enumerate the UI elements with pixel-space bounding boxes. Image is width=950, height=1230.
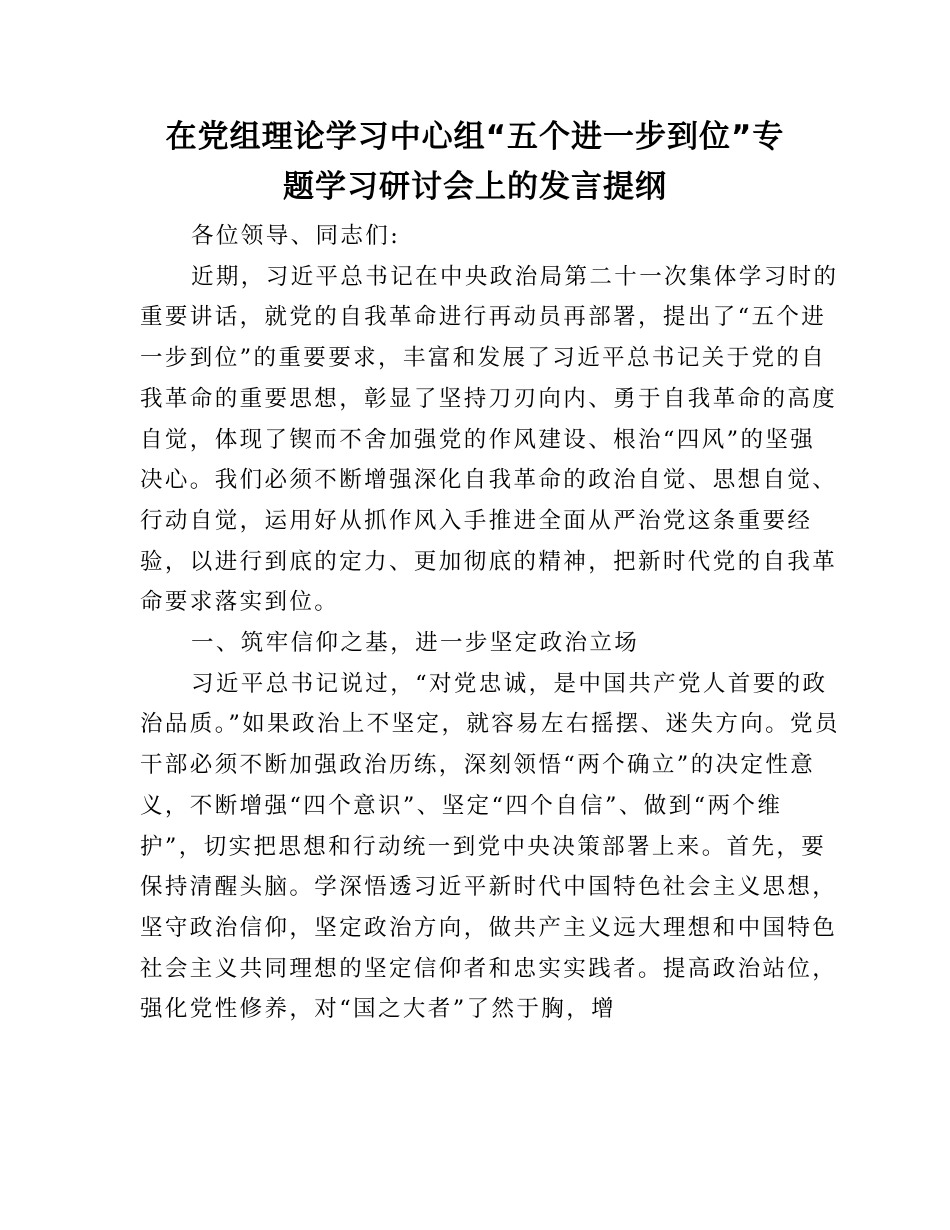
salutation: 各位领导、同志们: <box>191 223 401 249</box>
section-heading-1: 一、筑牢信仰之基，进一步坚定政治立场 <box>191 630 640 657</box>
paragraph-intro: 近期，习近平总书记在中央政治局第二十一次集体学习时的重要讲话，就党的自我革命进行再动员再部署，提出了“五个进一步到位”的重要要求，丰富和发展了习近平总书记关于党的自我革命的重要思想，彰显了坚持刀刃向内、勇于自我革命的高度自觉，体现了锲而不舍加强党的作风建设、根治“四风”的坚强决心。我们必须不断增强深化自我革命的政治自觉、思想自觉、行动自觉，运用好从抓作风入手推进全面从严治党这条重要经验，以进行到底的定力、更加彻底的精神，把新时代党的自我革命要求落实到位。 <box>140 263 839 616</box>
paragraph-section-1: 习近平总书记说过，“对党忠诚，是中国共产党人首要的政治品质。”如果政治上不坚定，就容易左右摇摆、迷失方向。党员干部必须不断加强政治历练，深刻领悟“两个确立”的决定性意义，不断增强“四个意识”、坚定“四个自信”、做到“两个维护”，切实把思想和行动统一到党中央决策部署上来。首先，要保持清醒头脑。学深悟透习近平新时代中国特色社会主义思想，坚守政治信仰，坚定政治方向，做共产主义远大理想和中国特色社会主义共同理想的坚定信仰者和忠实实践者。提高政治站位，强化党性修养，对“国之大者”了然于胸，增 <box>140 670 840 1023</box>
document-body <box>140 216 840 1030</box>
document-title <box>120 112 830 212</box>
title-line-2: 题学习研讨会上的发言提纲 <box>283 169 667 205</box>
title-line-1: 在党组理论学习中心组“五个进一步到位”专 <box>165 119 785 155</box>
